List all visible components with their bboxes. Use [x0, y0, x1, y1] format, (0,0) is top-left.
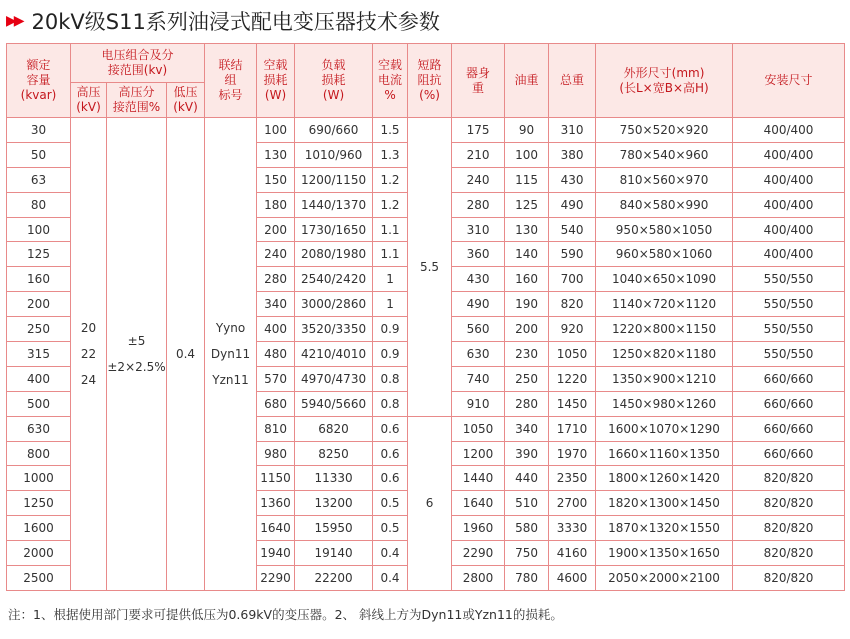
header-dimensions: 外形尺寸(mm) (长L×宽B×高H): [596, 44, 733, 118]
capacity-cell: 30: [7, 118, 71, 143]
total-weight-cell: 4600: [549, 566, 596, 591]
load-loss-cell: 1730/1650: [295, 217, 373, 242]
noload-current-cell: 1.5: [373, 118, 408, 143]
body-weight-cell: 240: [452, 167, 505, 192]
noload-loss-cell: 240: [257, 242, 295, 267]
capacity-cell: 125: [7, 242, 71, 267]
noload-loss-cell: 400: [257, 317, 295, 342]
oil-weight-cell: 750: [505, 541, 549, 566]
dimensions-cell: 2050×2000×2100: [596, 566, 733, 591]
install-cell: 820/820: [733, 541, 845, 566]
load-loss-cell: 11330: [295, 466, 373, 491]
oil-weight-cell: 90: [505, 118, 549, 143]
load-loss-cell: 6820: [295, 416, 373, 441]
header-total-weight: 总重: [549, 44, 596, 118]
header-connection: 联结 组 标号: [205, 44, 257, 118]
load-loss-cell: 2540/2420: [295, 267, 373, 292]
noload-loss-cell: 480: [257, 342, 295, 367]
oil-weight-cell: 340: [505, 416, 549, 441]
noload-current-cell: 1: [373, 292, 408, 317]
body-weight-cell: 1050: [452, 416, 505, 441]
noload-current-cell: 0.5: [373, 491, 408, 516]
dimensions-cell: 750×520×920: [596, 118, 733, 143]
total-weight-cell: 590: [549, 242, 596, 267]
dimensions-cell: 1140×720×1120: [596, 292, 733, 317]
capacity-cell: 160: [7, 267, 71, 292]
install-cell: 550/550: [733, 317, 845, 342]
title-bar: [6, 6, 440, 36]
load-loss-cell: 22200: [295, 566, 373, 591]
header-impedance: 短路 阻抗 (%): [408, 44, 452, 118]
total-weight-cell: 700: [549, 267, 596, 292]
capacity-cell: 200: [7, 292, 71, 317]
dimensions-cell: 1800×1260×1420: [596, 466, 733, 491]
noload-loss-cell: 2290: [257, 566, 295, 591]
install-cell: 660/660: [733, 416, 845, 441]
total-weight-cell: 1050: [549, 342, 596, 367]
header-load-loss: 负载 损耗 (W): [295, 44, 373, 118]
oil-weight-cell: 580: [505, 516, 549, 541]
total-weight-cell: 2350: [549, 466, 596, 491]
install-cell: 400/400: [733, 167, 845, 192]
capacity-cell: 1000: [7, 466, 71, 491]
dimensions-cell: 1350×900×1210: [596, 366, 733, 391]
oil-weight-cell: 130: [505, 217, 549, 242]
oil-weight-cell: 510: [505, 491, 549, 516]
load-loss-cell: 1200/1150: [295, 167, 373, 192]
dimensions-cell: 1040×650×1090: [596, 267, 733, 292]
body-weight-cell: 740: [452, 366, 505, 391]
capacity-cell: 100: [7, 217, 71, 242]
noload-loss-cell: 180: [257, 192, 295, 217]
oil-weight-cell: 115: [505, 167, 549, 192]
dimensions-cell: 1820×1300×1450: [596, 491, 733, 516]
hv-cell: 20 22 24: [71, 118, 107, 591]
header-body-weight: 器身 重: [452, 44, 505, 118]
total-weight-cell: 1970: [549, 441, 596, 466]
body-weight-cell: 175: [452, 118, 505, 143]
body-weight-cell: 630: [452, 342, 505, 367]
dimensions-cell: 1250×820×1180: [596, 342, 733, 367]
impedance-cell: 5.5: [408, 118, 452, 417]
total-weight-cell: 1220: [549, 366, 596, 391]
body-weight-cell: 1440: [452, 466, 505, 491]
oil-weight-cell: 200: [505, 317, 549, 342]
install-cell: 400/400: [733, 142, 845, 167]
noload-current-cell: 0.4: [373, 566, 408, 591]
capacity-cell: 1250: [7, 491, 71, 516]
noload-current-cell: 0.6: [373, 416, 408, 441]
body-weight-cell: 210: [452, 142, 505, 167]
noload-loss-cell: 1940: [257, 541, 295, 566]
capacity-cell: 1600: [7, 516, 71, 541]
dimensions-cell: 1900×1350×1650: [596, 541, 733, 566]
oil-weight-cell: 280: [505, 391, 549, 416]
install-cell: 400/400: [733, 242, 845, 267]
noload-current-cell: 1.2: [373, 192, 408, 217]
noload-loss-cell: 810: [257, 416, 295, 441]
install-cell: 660/660: [733, 441, 845, 466]
dimensions-cell: 960×580×1060: [596, 242, 733, 267]
body-weight-cell: 430: [452, 267, 505, 292]
total-weight-cell: 310: [549, 118, 596, 143]
noload-loss-cell: 1360: [257, 491, 295, 516]
noload-loss-cell: 980: [257, 441, 295, 466]
body-weight-cell: 2290: [452, 541, 505, 566]
load-loss-cell: 8250: [295, 441, 373, 466]
capacity-cell: 400: [7, 366, 71, 391]
oil-weight-cell: 440: [505, 466, 549, 491]
noload-current-cell: 0.9: [373, 317, 408, 342]
total-weight-cell: 540: [549, 217, 596, 242]
body-weight-cell: 2800: [452, 566, 505, 591]
noload-loss-cell: 1640: [257, 516, 295, 541]
body-weight-cell: 560: [452, 317, 505, 342]
install-cell: 660/660: [733, 366, 845, 391]
oil-weight-cell: 100: [505, 142, 549, 167]
noload-current-cell: 0.6: [373, 441, 408, 466]
noload-current-cell: 1: [373, 267, 408, 292]
load-loss-cell: 1010/960: [295, 142, 373, 167]
oil-weight-cell: 160: [505, 267, 549, 292]
table-row: [7, 118, 845, 143]
noload-current-cell: 1.2: [373, 167, 408, 192]
noload-loss-cell: 570: [257, 366, 295, 391]
noload-loss-cell: 100: [257, 118, 295, 143]
header-voltage-group: 电压组合及分 接范围(kv): [71, 44, 205, 83]
header-lv: 低压 (kV): [167, 83, 205, 118]
total-weight-cell: 380: [549, 142, 596, 167]
oil-weight-cell: 390: [505, 441, 549, 466]
load-loss-cell: 5940/5660: [295, 391, 373, 416]
body-weight-cell: 1640: [452, 491, 505, 516]
spec-table: [6, 43, 845, 591]
total-weight-cell: 490: [549, 192, 596, 217]
body-weight-cell: 490: [452, 292, 505, 317]
header-hv: 高压 (kV): [71, 83, 107, 118]
install-cell: 400/400: [733, 217, 845, 242]
body-weight-cell: 360: [452, 242, 505, 267]
capacity-cell: 2500: [7, 566, 71, 591]
dimensions-cell: 1660×1160×1350: [596, 441, 733, 466]
tap-cell: ±5 ±2×2.5%: [107, 118, 167, 591]
capacity-cell: 80: [7, 192, 71, 217]
body-weight-cell: 910: [452, 391, 505, 416]
install-cell: 400/400: [733, 118, 845, 143]
dimensions-cell: 950×580×1050: [596, 217, 733, 242]
load-loss-cell: 19140: [295, 541, 373, 566]
load-loss-cell: 13200: [295, 491, 373, 516]
install-cell: 820/820: [733, 516, 845, 541]
oil-weight-cell: 140: [505, 242, 549, 267]
install-cell: 820/820: [733, 491, 845, 516]
header-oil-weight: 油重: [505, 44, 549, 118]
install-cell: 820/820: [733, 466, 845, 491]
noload-loss-cell: 130: [257, 142, 295, 167]
capacity-cell: 50: [7, 142, 71, 167]
oil-weight-cell: 125: [505, 192, 549, 217]
body-weight-cell: 1200: [452, 441, 505, 466]
noload-loss-cell: 680: [257, 391, 295, 416]
capacity-cell: 2000: [7, 541, 71, 566]
header-install: 安装尺寸: [733, 44, 845, 118]
noload-loss-cell: 340: [257, 292, 295, 317]
total-weight-cell: 3330: [549, 516, 596, 541]
noload-current-cell: 1.1: [373, 217, 408, 242]
noload-loss-cell: 200: [257, 217, 295, 242]
dimensions-cell: 1220×800×1150: [596, 317, 733, 342]
capacity-cell: 630: [7, 416, 71, 441]
install-cell: 660/660: [733, 391, 845, 416]
dimensions-cell: 1450×980×1260: [596, 391, 733, 416]
oil-weight-cell: 230: [505, 342, 549, 367]
load-loss-cell: 15950: [295, 516, 373, 541]
load-loss-cell: 690/660: [295, 118, 373, 143]
header-tap: 高压分 接范围%: [107, 83, 167, 118]
noload-current-cell: 1.3: [373, 142, 408, 167]
footnote: 注：1、根据使用部门要求可提供低压为0.69kV的变压器。2、 斜线上方为Dyn11或Yzn11的损耗。: [8, 607, 563, 622]
oil-weight-cell: 780: [505, 566, 549, 591]
capacity-cell: 315: [7, 342, 71, 367]
capacity-cell: 800: [7, 441, 71, 466]
capacity-cell: 63: [7, 167, 71, 192]
install-cell: 550/550: [733, 292, 845, 317]
noload-current-cell: 0.8: [373, 391, 408, 416]
total-weight-cell: 1450: [549, 391, 596, 416]
total-weight-cell: 1710: [549, 416, 596, 441]
total-weight-cell: 2700: [549, 491, 596, 516]
impedance-cell: 6: [408, 416, 452, 590]
load-loss-cell: 1440/1370: [295, 192, 373, 217]
page-title: 20kV级S11系列油浸式配电变压器技术参数: [31, 10, 440, 34]
total-weight-cell: 920: [549, 317, 596, 342]
noload-loss-cell: 1150: [257, 466, 295, 491]
capacity-cell: 500: [7, 391, 71, 416]
body-weight-cell: 280: [452, 192, 505, 217]
lv-cell: 0.4: [167, 118, 205, 591]
noload-current-cell: 0.5: [373, 516, 408, 541]
dimensions-cell: 810×560×970: [596, 167, 733, 192]
install-cell: 820/820: [733, 566, 845, 591]
load-loss-cell: 4970/4730: [295, 366, 373, 391]
capacity-cell: 250: [7, 317, 71, 342]
connection-cell: Yyno Dyn11 Yzn11: [205, 118, 257, 591]
noload-loss-cell: 280: [257, 267, 295, 292]
body-weight-cell: 310: [452, 217, 505, 242]
load-loss-cell: 3000/2860: [295, 292, 373, 317]
double-arrow-icon: ▶▶: [6, 13, 22, 29]
load-loss-cell: 3520/3350: [295, 317, 373, 342]
oil-weight-cell: 190: [505, 292, 549, 317]
load-loss-cell: 2080/1980: [295, 242, 373, 267]
body-weight-cell: 1960: [452, 516, 505, 541]
install-cell: 550/550: [733, 267, 845, 292]
install-cell: 550/550: [733, 342, 845, 367]
header-capacity: 额定 容量 (kvar): [7, 44, 71, 118]
header-noload-loss: 空载 损耗 (W): [257, 44, 295, 118]
noload-current-cell: 0.6: [373, 466, 408, 491]
noload-current-cell: 0.9: [373, 342, 408, 367]
noload-current-cell: 1.1: [373, 242, 408, 267]
header-noload-current: 空载 电流 %: [373, 44, 408, 118]
dimensions-cell: 1600×1070×1290: [596, 416, 733, 441]
total-weight-cell: 820: [549, 292, 596, 317]
dimensions-cell: 1870×1320×1550: [596, 516, 733, 541]
dimensions-cell: 840×580×990: [596, 192, 733, 217]
noload-loss-cell: 150: [257, 167, 295, 192]
install-cell: 400/400: [733, 192, 845, 217]
total-weight-cell: 4160: [549, 541, 596, 566]
oil-weight-cell: 250: [505, 366, 549, 391]
noload-current-cell: 0.4: [373, 541, 408, 566]
noload-current-cell: 0.8: [373, 366, 408, 391]
load-loss-cell: 4210/4010: [295, 342, 373, 367]
dimensions-cell: 780×540×960: [596, 142, 733, 167]
table-body: [7, 118, 845, 591]
total-weight-cell: 430: [549, 167, 596, 192]
